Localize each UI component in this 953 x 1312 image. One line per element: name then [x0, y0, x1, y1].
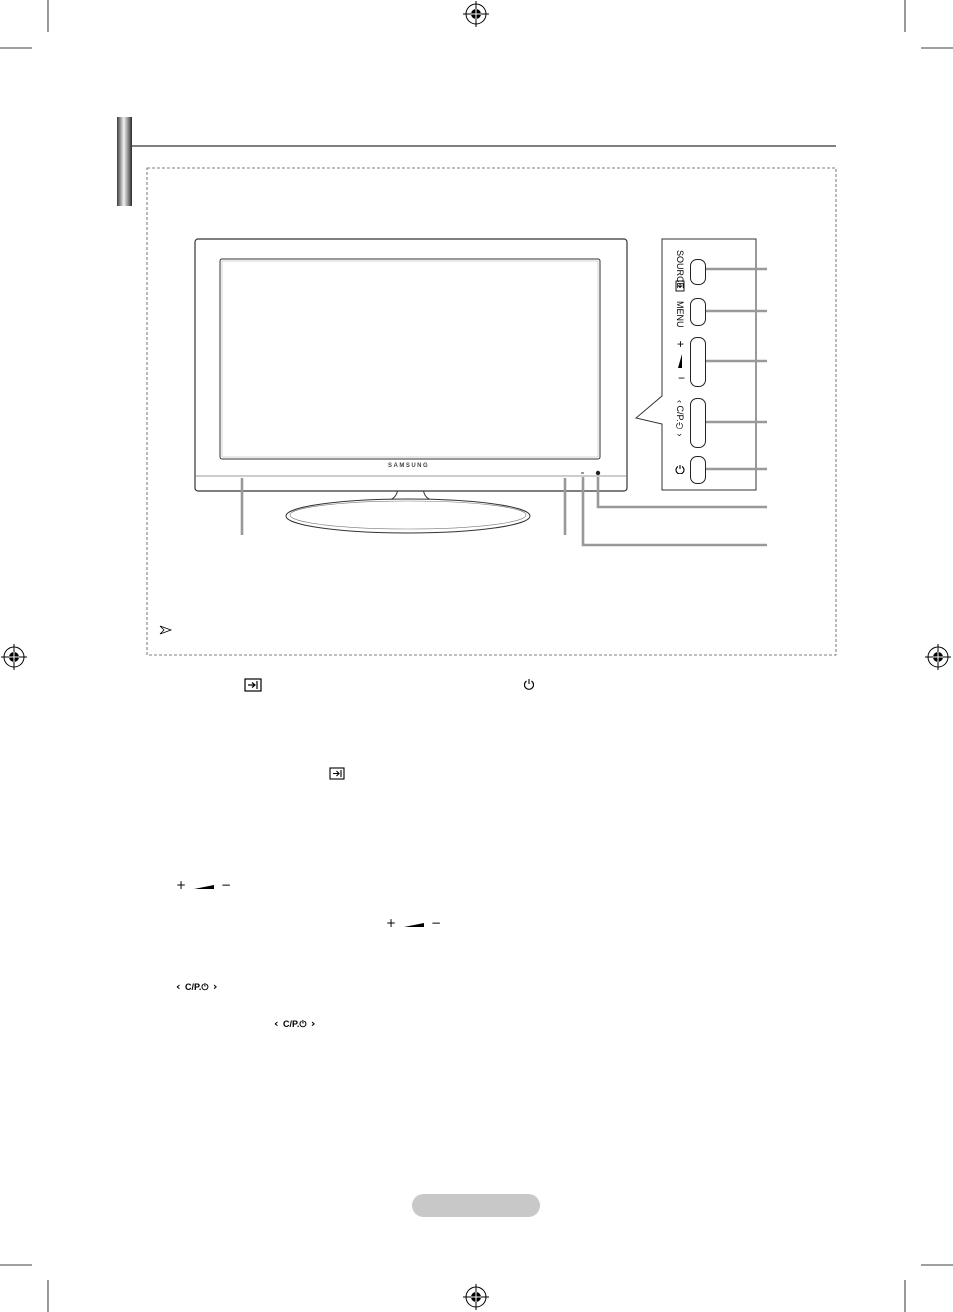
- tv-stand: [286, 486, 530, 533]
- menu-label-text: MENU: [675, 301, 685, 328]
- source-label-text: SOURCE: [675, 250, 685, 289]
- chevron-left-icon: ‹: [274, 1017, 279, 1030]
- menu-button[interactable]: [690, 298, 706, 326]
- power-indicator: [596, 471, 600, 475]
- menu-label: [675, 301, 684, 328]
- chevron-left-icon: ‹: [176, 980, 181, 993]
- volume-wedge-icon-inline: [403, 918, 425, 928]
- tv-brand-logo: SAMSUNG: [388, 463, 430, 469]
- volume-rocker[interactable]: [690, 337, 706, 387]
- plus-icon: +: [176, 878, 187, 892]
- note-arrow-icon: [160, 626, 171, 634]
- chevron-right-icon: ›: [310, 1017, 316, 1030]
- volume-minus-label: −: [678, 371, 686, 385]
- chevron-right-icon: ›: [675, 433, 685, 437]
- input-source-icon: [244, 678, 262, 692]
- volume-plus-label: +: [677, 337, 685, 351]
- minus-icon: −: [430, 916, 442, 930]
- volume-wedge-icon: [677, 353, 683, 369]
- channel-label-inline: C/P.⏻: [185, 982, 209, 992]
- channel-label: [675, 400, 684, 436]
- channel-glyph-1: [176, 977, 217, 995]
- registration-mark-right: [925, 644, 951, 670]
- channel-rocker[interactable]: [690, 398, 706, 448]
- volume-glyph-1: [176, 876, 231, 890]
- channel-label-text: C/P.⏻: [675, 405, 685, 431]
- chevron-left-icon: ‹: [675, 400, 685, 403]
- volume-glyph-2: [386, 914, 441, 928]
- power-icon: [675, 464, 685, 474]
- volume-wedge-icon-inline: [193, 880, 215, 890]
- source-input-icon: [675, 280, 685, 292]
- channel-label-inline: C/P.⏻: [283, 1019, 307, 1029]
- input-source-icon-inline: [329, 767, 345, 780]
- plus-icon: +: [386, 916, 397, 930]
- registration-mark-left: [1, 644, 27, 670]
- registration-mark-bottom: [463, 1284, 489, 1310]
- power-icon-inline: [523, 678, 535, 690]
- registration-mark-top: [463, 1, 489, 27]
- tv-front: [195, 239, 627, 491]
- chevron-right-icon: ›: [212, 980, 218, 993]
- section-header-bar: [117, 117, 132, 206]
- page-number-pill: [412, 1194, 540, 1217]
- channel-glyph-2: [274, 1014, 315, 1032]
- source-button[interactable]: [690, 259, 706, 285]
- minus-icon: −: [220, 878, 232, 892]
- power-button[interactable]: [690, 456, 706, 484]
